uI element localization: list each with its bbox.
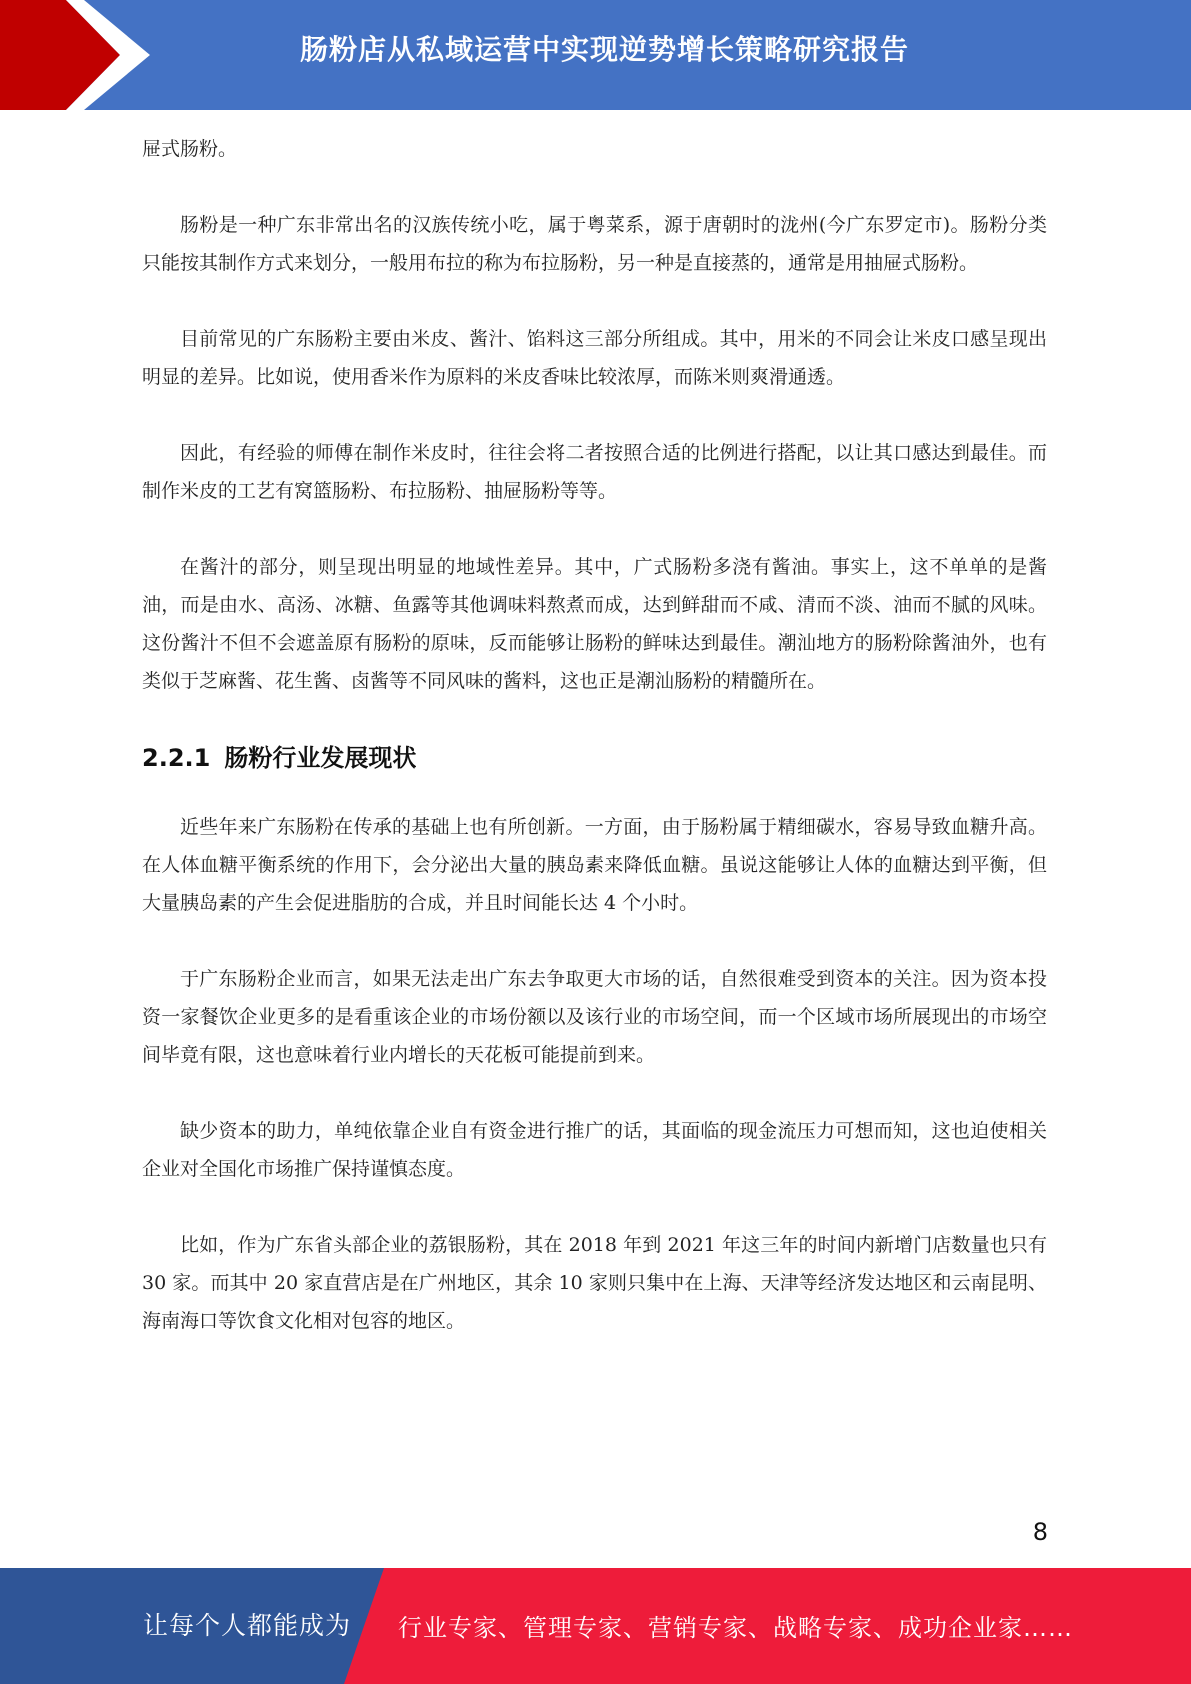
paragraph-6: 于广东肠粉企业而言，如果无法走出广东去争取更大市场的话，自然很难受到资本的关注。因为资本投资一家餐饮企业更多的是看重该企业的市场份额以及该行业的市场空间，而一个区域市场所展现出的市场空间毕竟有限，这也意味着行业内增长的天花板可能提前到来。 (142, 968, 1047, 1066)
page-number: 8 (1032, 1518, 1048, 1546)
footer-slogan-right: 行业专家、管理专家、营销专家、战略专家、成功企业家…… (398, 1614, 1073, 1642)
paragraph-8: 比如，作为广东省头部企业的荔银肠粉，其在 2018 年到 2021 年这三年的时间内新增门店数量也只有 30 家。而其中 20 家直营店是在广州地区，其余 10 家则只集中在上海、天津等经济发达地区和云南昆明、海南海口等饮食文化相对包容的地区。 (142, 1234, 1047, 1332)
footer-slogan-left: 让每个人都能成为 (143, 1611, 352, 1640)
section-heading (142, 738, 1047, 778)
document-title: 肠粉店从私域运营中实现逆势增长策略研究报告 (300, 33, 910, 66)
paragraph-4: 在酱汁的部分，则呈现出明显的地域性差异。其中，广式肠粉多浇有酱油。事实上，这不单单的是酱油，而是由水、高汤、冰糖、鱼露等其他调味料熬煮而成，达到鲜甜而不咸、清而不淡、油而不腻的风味。这份酱汁不但不会遮盖原有肠粉的原味，反而能够让肠粉的鲜味达到最佳。潮汕地方的肠粉除酱油外，也有类似于芝麻酱、花生酱、卤酱等不同风味的酱料，这也正是潮汕肠粉的精髓所在。 (142, 556, 1047, 692)
paragraph-2: 目前常见的广东肠粉主要由米皮、酱汁、馅料这三部分所组成。其中，用米的不同会让米皮口感呈现出明显的差异。比如说，使用香米作为原料的米皮香味比较浓厚，而陈米则爽滑通透。 (142, 328, 1047, 388)
paragraph-continuation: 屉式肠粉。 (142, 138, 238, 160)
page-footer (0, 1568, 1191, 1684)
page-content (142, 130, 1047, 1378)
section-number: 2.2.1 (142, 744, 211, 772)
paragraph-1: 肠粉是一种广东非常出名的汉族传统小吃，属于粤菜系，源于唐朝时的泷州(今广东罗定市)。肠粉分类只能按其制作方式来划分，一般用布拉的称为布拉肠粉，另一种是直接蒸的，通常是用抽屉式肠粉。 (142, 214, 1047, 274)
section-title: 肠粉行业发展现状 (224, 744, 417, 772)
paragraph-3: 因此，有经验的师傅在制作米皮时，往往会将二者按照合适的比例进行搭配，以让其口感达到最佳。而制作米皮的工艺有窝篮肠粉、布拉肠粉、抽屉肠粉等等。 (142, 442, 1047, 502)
page-header (0, 0, 1191, 110)
paragraph-7: 缺少资本的助力，单纯依靠企业自有资金进行推广的话，其面临的现金流压力可想而知，这也迫使相关企业对全国化市场推广保持谨慎态度。 (142, 1120, 1047, 1180)
paragraph-5: 近些年来广东肠粉在传承的基础上也有所创新。一方面，由于肠粉属于精细碳水，容易导致血糖升高。在人体血糖平衡系统的作用下，会分泌出大量的胰岛素来降低血糖。虽说这能够让人体的血糖达到平衡，但大量胰岛素的产生会促进脂肪的合成，并且时间能长达 4 个小时。 (142, 816, 1047, 914)
